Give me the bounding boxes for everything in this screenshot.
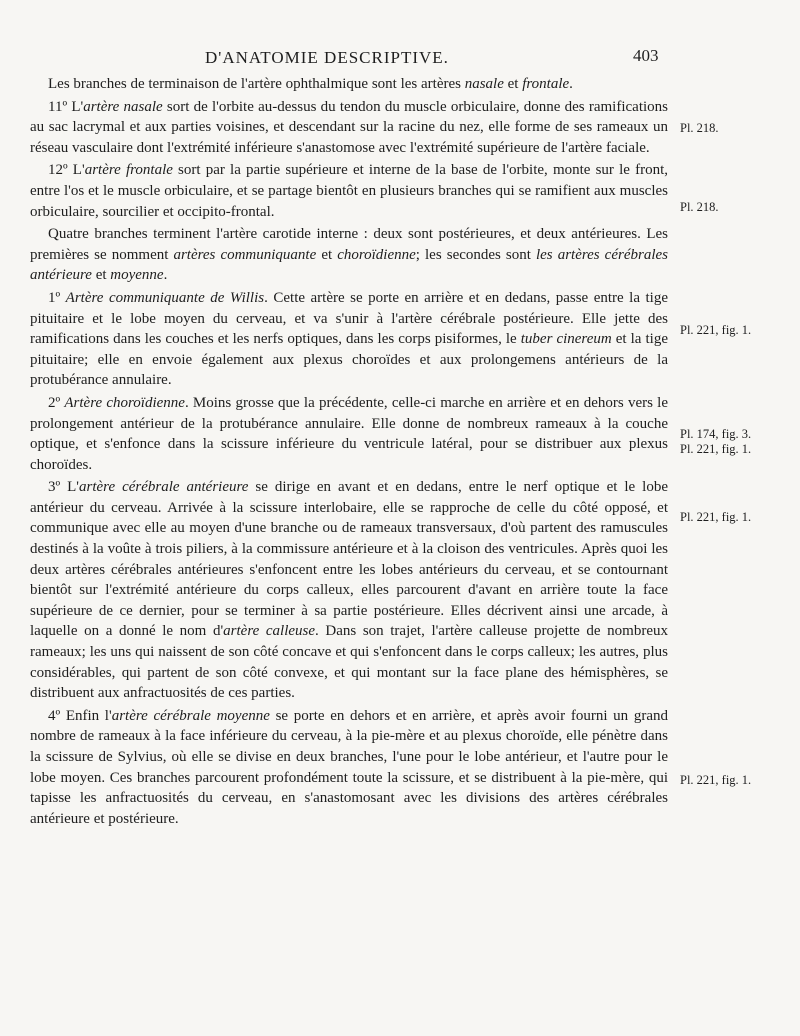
text-run: . Cette artère se porte en arrière et en dedans, passe entre la tige pituitaire et le lobe moyen du cerveau, et va s'unir à l'artère cérébrale postérieure. Elle jette des ramifications dans les couches et les nerfs optiques, dans les corps pisiformes, le bbox=[30, 289, 669, 348]
italic-term: tuber cinereum bbox=[520, 331, 612, 348]
paragraph-anterior-cerebral-artery bbox=[30, 477, 668, 704]
body-text bbox=[30, 74, 668, 831]
italic-term: artère frontale bbox=[84, 162, 173, 179]
paragraph-middle-cerebral-artery bbox=[30, 706, 668, 830]
italic-term: artères communiquante bbox=[173, 246, 317, 263]
paragraph-choroidal-artery bbox=[30, 393, 668, 475]
italic-term: frontale bbox=[522, 76, 570, 92]
text-run: et bbox=[503, 76, 523, 92]
italic-term: Artère communiquante de Willis bbox=[65, 289, 265, 306]
italic-term: choroïdienne bbox=[337, 246, 416, 263]
margin-note: Pl. 221, fig. 1. bbox=[680, 773, 752, 787]
text-run: sort par la partie supérieure et interne de la base de l'orbite, monte sur le front, entre l'os et le muscle orbiculaire, et se partage bientôt en plusieurs branches qui se ramifient aux muscles orbiculaire, sourcilier et occipito-frontal. bbox=[30, 162, 668, 220]
text-run: et la tige pituitaire; elle en envoie également aux plexus choroïdes et aux prolongemens antérieurs de la protubérance annulaire. bbox=[30, 331, 668, 389]
paragraph-carotid-branches bbox=[30, 224, 668, 286]
text-run: Les branches de terminaison de l'artère ophthalmique sont les artères bbox=[48, 76, 465, 92]
text-run: et bbox=[316, 246, 338, 263]
text-run: 2º bbox=[48, 394, 65, 411]
text-run: ; les secondes sont bbox=[415, 246, 536, 263]
paragraph-frontal-artery bbox=[30, 160, 668, 222]
text-run: 11º L' bbox=[48, 98, 84, 115]
italic-term: moyenne bbox=[110, 267, 164, 284]
italic-term: Artère choroïdienne bbox=[64, 394, 185, 411]
text-run: . Dans son trajet, l'artère calleuse projette de nombreux rameaux; les uns qui naissent de son côté concave et qui s'enfoncent dans le corps calleux; les autres, plus considérables, qui partent de son côté convexe, et qui montant sur la face plane des hémisphères, se distribuent aux anfractuosités de ces parties. bbox=[30, 623, 668, 702]
paragraph-nasal-artery bbox=[30, 97, 668, 159]
italic-term: nasale bbox=[464, 76, 504, 92]
margin-note: Pl. 221, fig. 1. bbox=[680, 442, 752, 456]
italic-term: artère nasale bbox=[83, 98, 163, 115]
text-run: se porte en dehors et en arrière, et après avoir fourni un grand nombre de rameaux à la face inférieure du cerveau, à la pie-mère et au plexus choroïde, elle pénètre dans la scissure de Sylvius, où elle se divise en deux branches, l'une pour le lobe antérieur, et l'autre pour le lobe moyen. Ces branches parcourent profondément toute la scissure, et se distribuent à la pie-mère, qui tapisse les anfractuosités du cerveau, en s'anastomosant avec les divisions des artères cérébrales antérieure et postérieure. bbox=[30, 707, 668, 827]
italic-term: artère cérébrale moyenne bbox=[111, 707, 270, 724]
page-number: 403 bbox=[633, 46, 659, 65]
margin-note: Pl. 221, fig. 1. bbox=[680, 323, 752, 337]
margin-note: Pl. 174, fig. 3. bbox=[680, 427, 752, 441]
margin-note: Pl. 218. bbox=[680, 121, 719, 135]
italic-term: artère calleuse bbox=[223, 623, 316, 640]
text-run: 3º L' bbox=[48, 479, 79, 496]
text-run: . bbox=[569, 76, 573, 92]
italic-term: les artères cérébrales antérieure bbox=[30, 246, 668, 284]
margin-note: Pl. 221, fig. 1. bbox=[680, 510, 752, 524]
text-run: 12º L' bbox=[48, 162, 85, 179]
text-run: 4º Enfin l' bbox=[48, 707, 112, 724]
text-run: . Moins grosse que la précédente, celle-ci marche en arrière et en dehors vers le prolongement antérieur de la protubérance annulaire. Elle donne de nombreux rameaux à la couche optique, et s'enfonce dans la scissure inférieure du ventricule latéral, pour se distribuer aux plexus choroïdes. bbox=[30, 394, 668, 473]
text-run: 1º bbox=[48, 289, 66, 306]
text-run: . bbox=[163, 267, 168, 284]
margin-note: Pl. 218. bbox=[680, 200, 719, 214]
paragraph-intro bbox=[30, 74, 668, 95]
italic-term: artère cérébrale antérieure bbox=[79, 479, 249, 496]
running-title: D'ANATOMIE DESCRIPTIVE. bbox=[205, 48, 449, 67]
text-run: Quatre branches terminent l'artère carotide interne : deux sont postérieures, et deux antérieures. Les premières se nomment bbox=[30, 226, 668, 263]
paragraph-communicating-artery bbox=[30, 288, 668, 391]
text-run: se dirige en avant et en dedans, entre le nerf optique et le lobe antérieur du cerveau. Arrivée à la scissure interlobaire, elle se rapproche de celle du côté opposé, et communique avec elle au moyen d'une branche ou de rameaux transversaux, d'où partent des ramuscules destinés à la voûte à trois piliers, à la commissure antérieure et à la cloison des ventricules. Après quoi les deux artères cérébrales antérieures s'enfoncent entre les lobes antérieurs du cerveau, et se contournant bientôt sur l'extrémité antérieure du corps calleux, elles parcourent d'avant en arrière toute la face supérieure de ce dernier, pour se terminer à sa partie postérieure. Elles décrivent ainsi une arcade, à laquelle on a donné le nom d' bbox=[30, 479, 668, 640]
text-run: sort de l'orbite au-dessus du tendon du muscle orbiculaire, donne des ramifications au sac lacrymal et aux parties voisines, et descendant sur la racine du nez, elle forme de ses rameaux un réseau vasculaire dont l'extrémité inférieure s'anastomose avec l'extrémité supérieure de l'artère faciale. bbox=[30, 98, 668, 156]
text-run: et bbox=[91, 267, 111, 284]
